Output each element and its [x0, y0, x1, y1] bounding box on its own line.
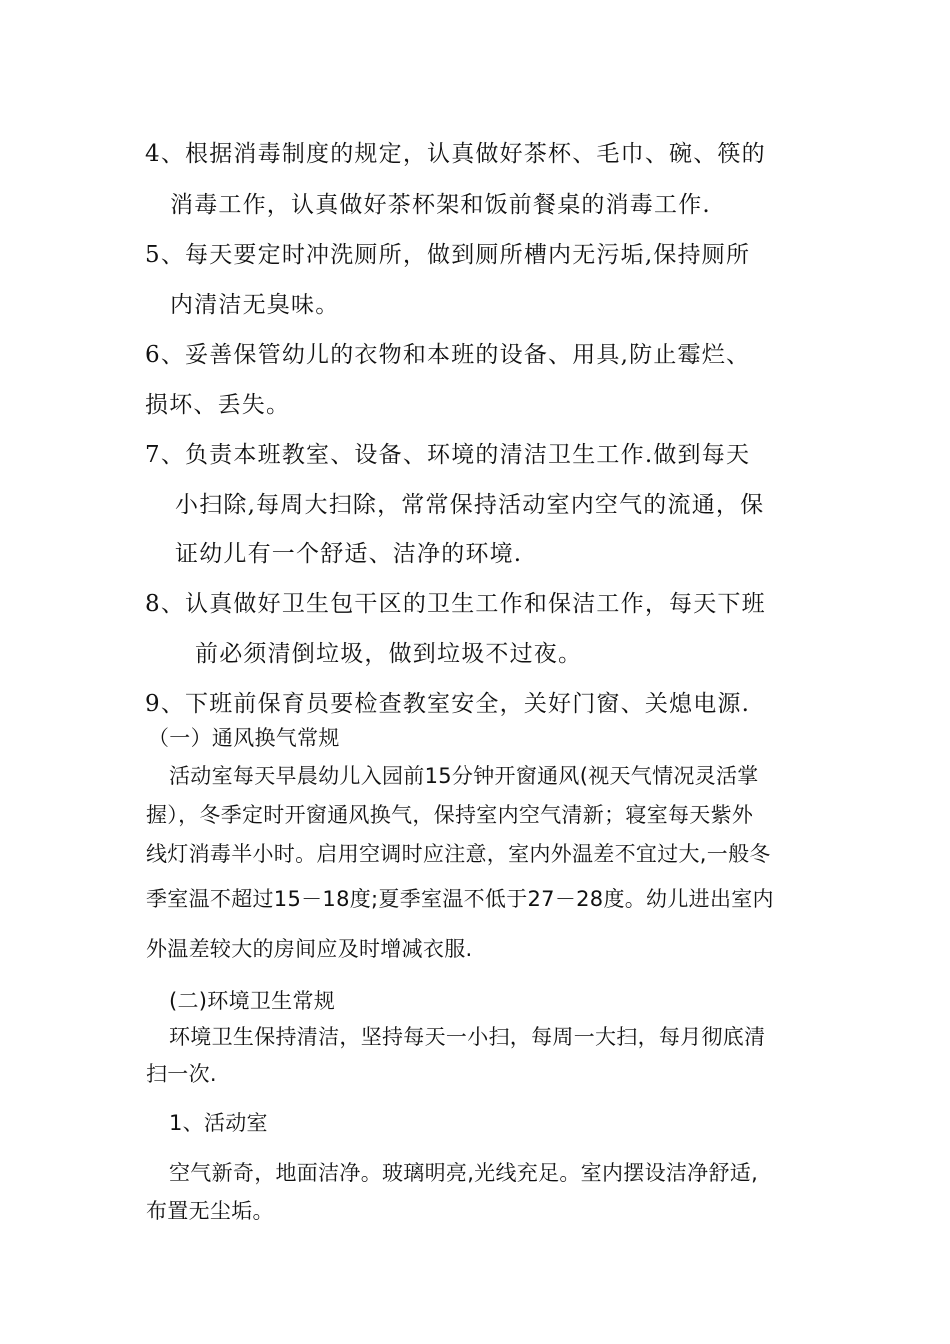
- item-8-line-1: 8、认真做好卫生包干区的卫生工作和保洁工作，每天下班: [145, 591, 766, 617]
- section-1-heading: （一）通风换气常规: [148, 726, 340, 750]
- item-4-line-1: 4、根据消毒制度的规定，认真做好茶杯、毛巾、碗、筷的: [145, 141, 766, 167]
- item-5-line-2: 内清洁无臭味。: [170, 292, 340, 318]
- section-1-line-4: 季室温不超过15－18度;夏季室温不低于27－28度。幼儿进出室内: [146, 887, 774, 911]
- subsection-1-heading: 1、活动室: [169, 1111, 268, 1135]
- item-6-line-1: 6、妥善保管幼儿的衣物和本班的设备、用具,防止霉烂、: [145, 342, 751, 368]
- section-1-line-3: 线灯消毒半小时。启用空调时应注意，室内外温差不宜过大,一般冬: [146, 842, 771, 866]
- section-2-heading: (二)环境卫生常规: [169, 989, 336, 1013]
- section-2-line-1: 环境卫生保持清洁，坚持每天一小扫，每周一大扫，每月彻底清: [169, 1025, 766, 1049]
- item-7-line-2: 小扫除,每周大扫除，常常保持活动室内空气的流通，保: [175, 492, 765, 518]
- item-9-line-1: 9、下班前保育员要检查教室安全，关好门窗、关熄电源.: [145, 691, 751, 717]
- subsection-1-line-1: 空气新奇，地面洁净。玻璃明亮,光线充足。室内摆设洁净舒适,: [169, 1161, 759, 1185]
- section-1-line-1: 活动室每天早晨幼儿入园前15分钟开窗通风(视天气情况灵活掌: [169, 764, 759, 788]
- section-2-line-2: 扫一次.: [146, 1062, 217, 1086]
- section-1-line-2: 握），冬季定时开窗通风换气，保持室内空气清新；寝室每天紫外: [146, 803, 754, 827]
- item-6-line-2: 损坏、丢失。: [145, 392, 291, 418]
- item-7-line-1: 7、负责本班教室、设备、环境的清洁卫生工作.做到每天: [145, 442, 751, 468]
- item-5-line-1: 5、每天要定时冲洗厕所，做到厕所槽内无污垢,保持厕所: [145, 242, 751, 268]
- item-7-line-3: 证幼儿有一个舒适、洁净的环境.: [175, 541, 523, 567]
- item-8-line-2: 前必须清倒垃圾，做到垃圾不过夜。: [195, 641, 583, 667]
- item-4-line-2: 消毒工作，认真做好茶杯架和饭前餐桌的消毒工作.: [170, 192, 711, 218]
- subsection-1-line-2: 布置无尘垢。: [146, 1199, 274, 1223]
- section-1-line-5: 外温差较大的房间应及时增减衣服.: [146, 937, 473, 961]
